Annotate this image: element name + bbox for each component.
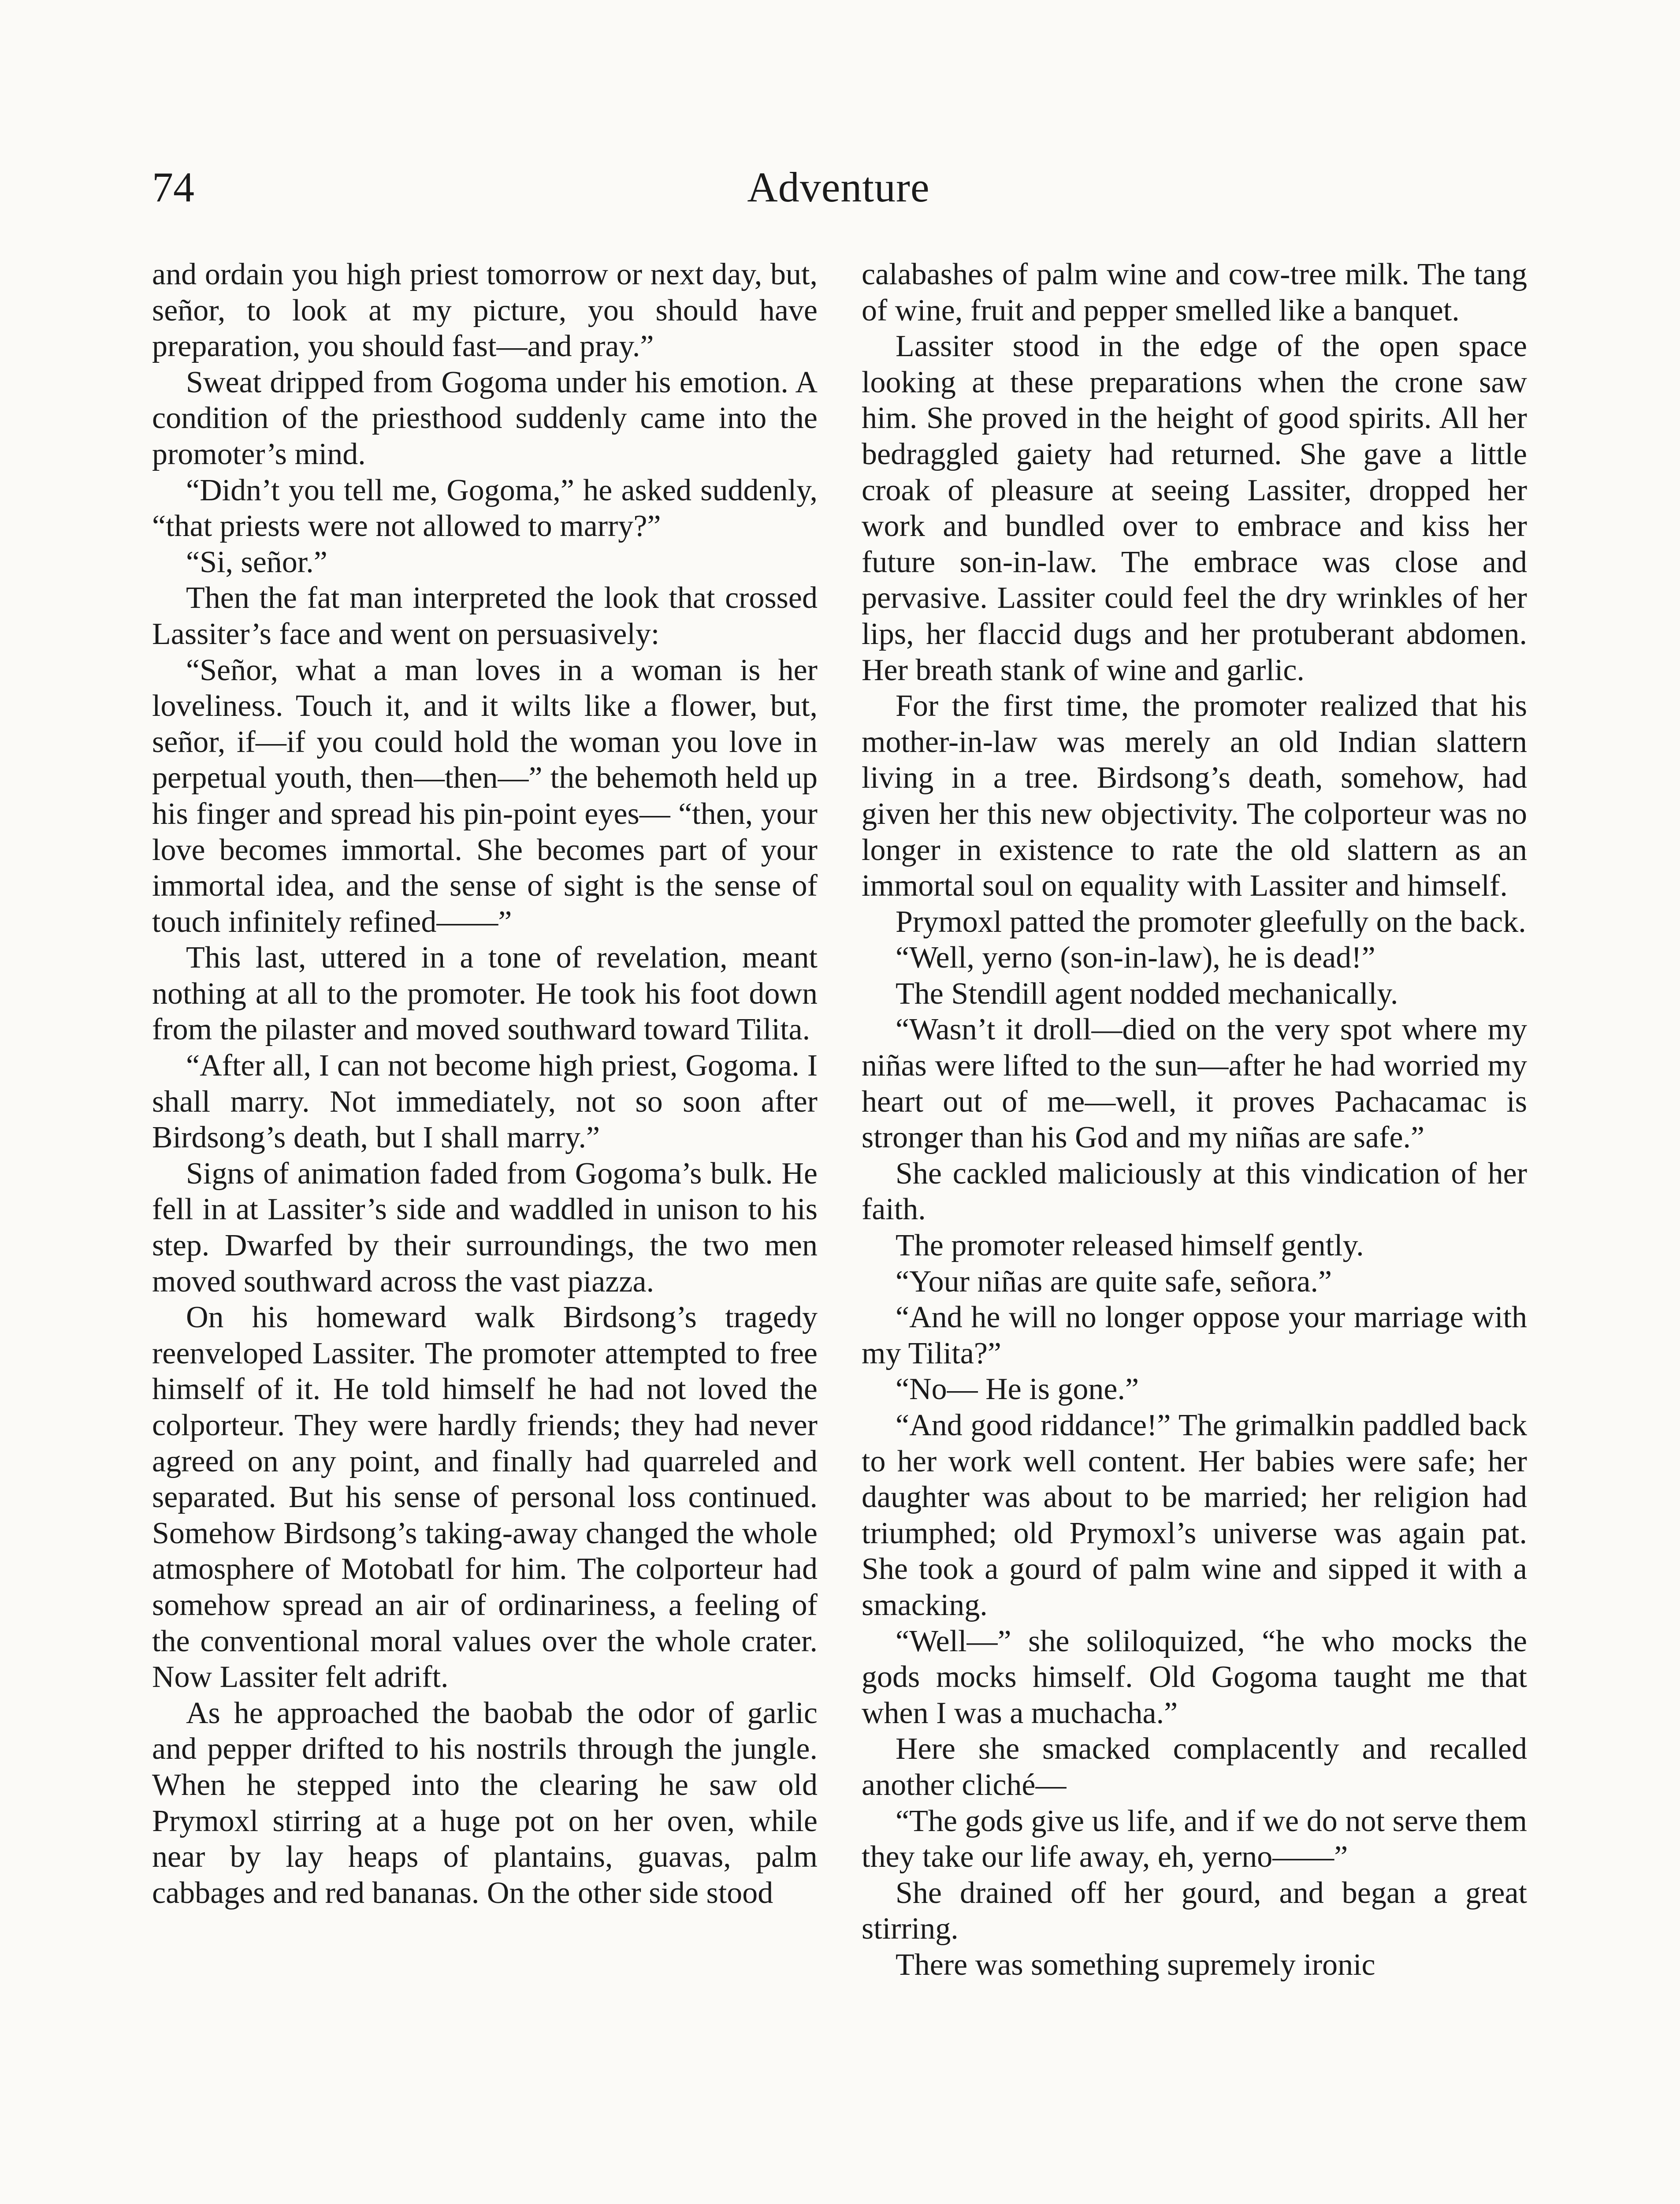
paragraph: The Stendill agent nodded mechanically.	[896, 976, 1398, 1011]
paragraph: She drained off her gourd, and began a great stirring.	[862, 1876, 1527, 1946]
paragraph: There was something supremely ironic	[896, 1947, 1375, 1982]
paragraph: As he approached the baobab the odor of garlic and pepper drifted to his nostrils through the jungle. When he stepped into the clearing he saw old Prymoxl stirring at a huge pot on her oven, while near by lay heaps of plantains, guavas, palm cabbages and red bananas. On the other side stood	[152, 1696, 818, 1910]
paragraph: Here she smacked complacently and recalled another cliché—	[862, 1732, 1527, 1802]
page-header	[152, 159, 1525, 225]
paragraph: “After all, I can not become high priest, Gogoma. I shall marry. Not immediately, not so soon after Birdsong’s death, but I shall marry.”	[152, 1049, 818, 1155]
paragraph: “And good riddance!” The grimalkin paddled back to her work well content. Her babies were safe; her daughter was about to be married; her religion had triumphed; old Prymoxl’s universe was again pat. She took a gourd of palm wine and sipped it with a smacking.	[862, 1408, 1527, 1622]
paragraph: “Si, señor.”	[186, 545, 327, 579]
paragraph: She cackled maliciously at this vindication of her faith.	[862, 1156, 1527, 1227]
paragraph: “Well, yerno (son-in-law), he is dead!”	[896, 941, 1375, 975]
paragraph: Then the fat man interpreted the look that crossed Lassiter’s face and went on persuasively:	[152, 581, 818, 651]
paragraph: Lassiter stood in the edge of the open space looking at these preparations when the crone saw him. She proved in the height of good spirits. All her bedraggled gaiety had returned. She gave a little croak of pleasure at seeing Lassiter, dropped her work and bundled over to embrace and kiss her future son-in-law. The embrace was close and pervasive. Lassiter could feel the dry wrinkles of her lips, her flaccid dugs and her protuberant abdomen. Her breath stank of wine and garlic.	[862, 329, 1527, 687]
paragraph: “Didn’t you tell me, Gogoma,” he asked suddenly, “that priests were not allowed to marry?”	[152, 473, 818, 544]
paragraph: Signs of animation faded from Gogoma’s bulk. He fell in at Lassiter’s side and waddled in unison to his step. Dwarfed by their surroundings, the two men moved southward across the vast piazza.	[152, 1156, 818, 1299]
paragraph: Sweat dripped from Gogoma under his emotion. A condition of the priesthood suddenly came into the promoter’s mind.	[152, 365, 818, 471]
running-title: Adventure	[747, 164, 930, 211]
paragraph: This last, uttered in a tone of revelation, meant nothing at all to the promoter. He took his foot down from the pilaster and moved southward toward Tilita.	[152, 941, 818, 1047]
paragraph: For the first time, the promoter realized that his mother-in-law was merely an old Indian slattern living in a tree. Birdsong’s death, somehow, had given her this new objectivity. The colporteur was no longer in existence to rate the old slattern as an immortal soul on equality with Lassiter and himself.	[862, 689, 1527, 903]
paragraph: “Wasn’t it droll—died on the very spot where my niñas were lifted to the sun—after he had worried my heart out of me—well, it proves Pachacamac is stronger than his God and my niñas are safe.”	[862, 1013, 1527, 1155]
paragraph: and ordain you high priest tomorrow or next day, but, señor, to look at my picture, you should have preparation, you should fast—and pray.”	[152, 257, 818, 364]
paragraph: “Señor, what a man loves in a woman is her loveliness. Touch it, and it wilts like a flower, but, señor, if—if you could hold the woman you love in perpetual youth, then—then—” the behemoth held up his finger and spread his pin-point eyes— “then, your love becomes immortal. She becomes part of your immortal idea, and the sense of sight is the sense of touch infinitely refined——”	[152, 653, 818, 939]
paragraph: “And he will no longer oppose your marriage with my Tilita?”	[862, 1300, 1527, 1370]
paragraph: On his homeward walk Birdsong’s tragedy reenveloped Lassiter. The promoter attempted to free himself of it. He told himself he had not loved the colporteur. They were hardly friends; they had never agreed on any point, and finally had quarreled and separated. But his sense of personal loss continued. Somehow Birdsong’s taking-away changed the whole atmosphere of Motobatl for him. The colporteur had somehow spread an air of ordinariness, a feeling of the conventional moral values over the whole crater. Now Lassiter felt adrift.	[152, 1300, 818, 1694]
left-column	[152, 257, 818, 1911]
paragraph: “Your niñas are quite safe, señora.”	[896, 1264, 1332, 1299]
right-column	[862, 257, 1527, 1983]
paragraph: The promoter released himself gently.	[896, 1229, 1364, 1263]
paragraph: “The gods give us life, and if we do not serve them they take our life away, eh, yerno——”	[862, 1804, 1527, 1874]
paragraph: calabashes of palm wine and cow-tree milk. The tang of wine, fruit and pepper smelled like a banquet.	[862, 257, 1527, 328]
paragraph: “Well—” she soliloquized, “he who mocks the gods mocks himself. Old Gogoma taught me that when I was a muchacha.”	[862, 1624, 1527, 1730]
paragraph: Prymoxl patted the promoter gleefully on the back.	[896, 905, 1526, 939]
paragraph: “No— He is gone.”	[896, 1372, 1139, 1407]
page-number: 74	[152, 164, 194, 211]
